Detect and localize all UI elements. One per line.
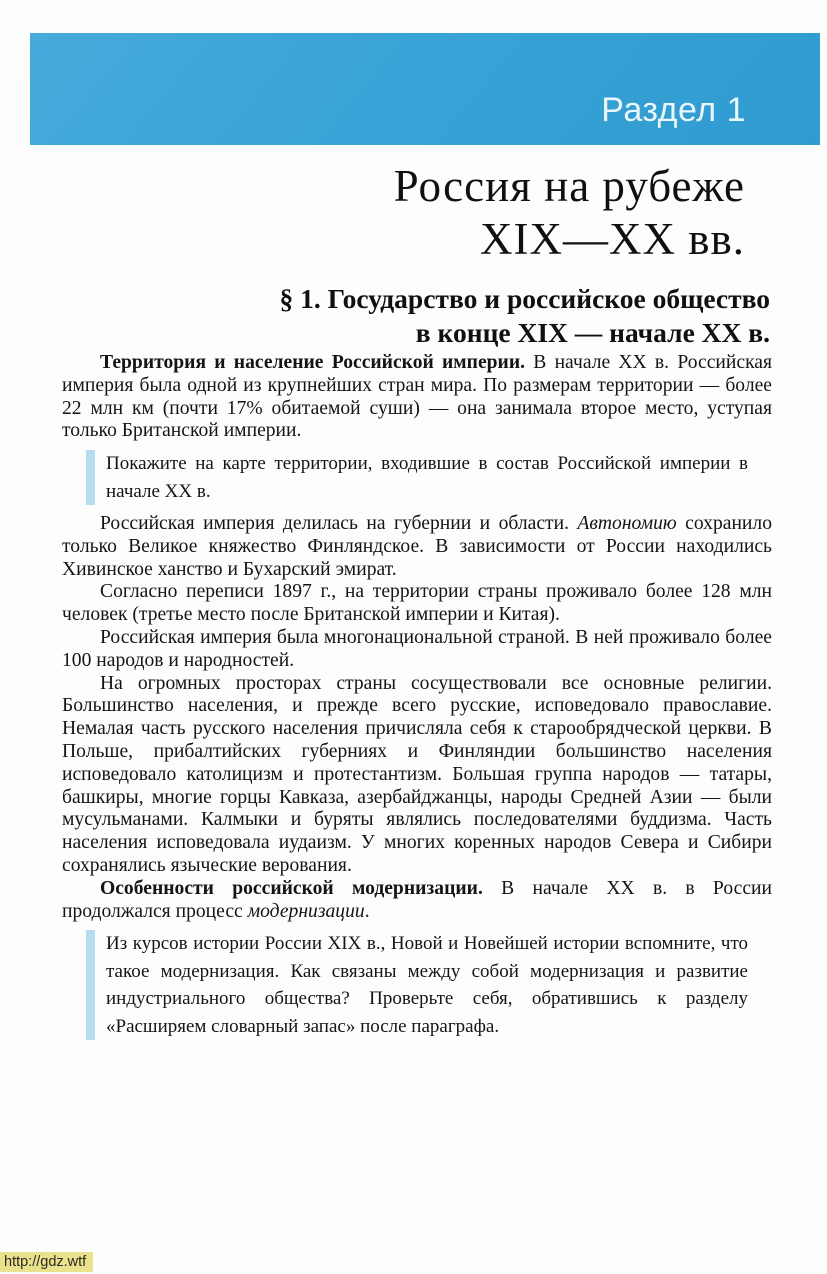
paragraph-heading-line1: § 1. Государство и российское общество: [279, 283, 770, 314]
task-accent-bar: [86, 450, 95, 505]
body-paragraph: [62, 513, 772, 581]
task-text: [95, 930, 748, 1040]
chapter-title-line2: XIX—XX вв.: [480, 214, 745, 264]
watermark-url: http://gdz.wtf: [0, 1252, 93, 1272]
text-run: Автономию: [577, 513, 677, 534]
body-paragraph: [62, 878, 772, 924]
paragraph-heading-line2: в конце XIX — начале XX в.: [415, 317, 770, 348]
body-paragraph: [62, 627, 772, 673]
chapter-title: [62, 160, 745, 266]
text-run: Особенности российской модернизации.: [100, 877, 502, 899]
content-blocks: [62, 352, 772, 1048]
text-run: модернизации: [247, 900, 365, 922]
task-box: [86, 450, 748, 505]
body-paragraph: [62, 352, 772, 443]
text-run: Территория и население Российской империи.: [100, 352, 534, 373]
text-run: Согласно переписи 1897 г., на территории страны проживало более 128 млн человек (третье место после Британской империи и Китая).: [62, 581, 772, 626]
section-band: [30, 33, 820, 145]
paragraph-heading: [62, 282, 770, 350]
task-box: [86, 930, 748, 1040]
body-paragraph: [62, 673, 772, 878]
text-run: сохранило только Великое княжество Финляндское. В зависимости от России находились Хивинское ханство и Бухарский эмират.: [62, 513, 772, 580]
section-band-label: Раздел 1: [601, 91, 746, 129]
text-run: Покажите на карте территории, входившие в состав Российской империи в начале XX в.: [106, 453, 748, 502]
task-text: [95, 450, 748, 505]
text-run: В начале XX в. в России продолжался процесс: [62, 877, 772, 922]
text-run: На огромных просторах страны сосуществовали все основные религии. Большинство населения, и прежде всего русские, исповедовало православие. Немалая часть русского населения причисляла себя к старообрядческой церкви. В Польше, прибалтийских губерниях и Финляндии большинство населения исповедовало католицизм и протестантизм. Большая группа народов — татары, башкиры, многие горцы Кавказа, азербайджанцы, народы Средней Азии — были мусульманами. Калмыки и буряты являлись последователями буддизма. Часть населения исповедовала иудаизм. У многих коренных народов Севера и Сибири сохранялись языческие верования.: [62, 672, 772, 876]
text-run: Российская империя была многонациональной страной. В ней проживало более 100 народов и народностей.: [62, 626, 772, 671]
text-run: Российская империя делилась на губернии и области.: [100, 513, 578, 534]
text-run: .: [364, 900, 370, 922]
task-accent-bar: [86, 930, 95, 1040]
text-run: В начале XX в. Российская империя была одной из крупнейших стран мира. По размерам территории — более 22 млн км (почти 17% обитаемой суши) — она занимала второе место, уступая только Британской империи.: [62, 352, 773, 442]
body-paragraph: [62, 581, 772, 627]
chapter-title-line1: Россия на рубеже: [393, 161, 745, 211]
text-run: Из курсов истории России XIX в., Новой и Новейшей истории вспомните, что такое модернизация. Как связаны между собой модернизация и развитие индустриального общества? Проверьте себя, обратившись к разделу «Расширяем словарный запас» после параграфа.: [106, 933, 748, 1037]
